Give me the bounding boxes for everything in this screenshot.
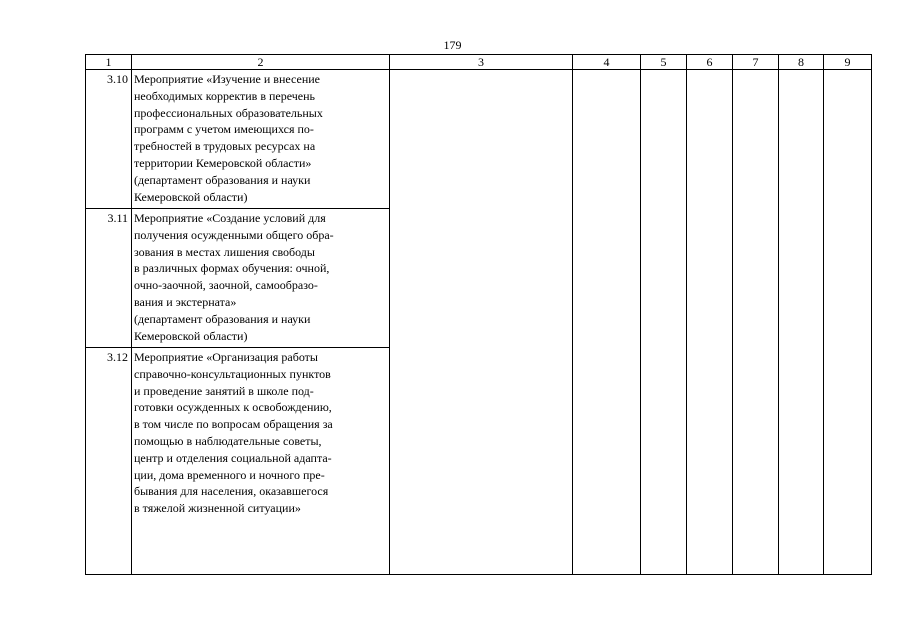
description-line: требностей в трудовых ресурсах на xyxy=(134,139,316,154)
description-line: программ с учетом имеющихся по- xyxy=(134,122,314,137)
header-row xyxy=(86,55,872,70)
description-line: очно-заочной, заочной, самообразо- xyxy=(134,278,318,293)
description-line: Кемеровской области) xyxy=(134,328,248,343)
column-3-cell xyxy=(390,70,573,575)
description-line: в тяжелой жизненной ситуации» xyxy=(134,501,301,516)
description-line: ции, дома временного и ночного пре- xyxy=(134,467,325,482)
description-line: в различных формах обучения: очной, xyxy=(134,261,330,276)
column-header-7: 7 xyxy=(733,55,779,70)
row-number: 3.10 xyxy=(86,70,132,209)
column-header-8: 8 xyxy=(779,55,824,70)
description-line: территории Кемеровской области» xyxy=(134,155,312,170)
description-line: вания и экстерната» xyxy=(134,294,237,309)
description-line: профессиональных образовательных xyxy=(134,105,323,120)
description-line: готовки осужденных к освобождению, xyxy=(134,400,332,415)
description-line: Мероприятие «Изучение и внесение xyxy=(134,72,320,86)
description-line: зования в местах лишения свободы xyxy=(134,244,315,259)
description-line: Кемеровской области) xyxy=(134,189,248,204)
measures-table xyxy=(85,54,872,575)
description-line: центр и отделения социальной адапта- xyxy=(134,450,332,465)
description-line: Мероприятие «Организация работы xyxy=(134,350,318,364)
column-header-5: 5 xyxy=(641,55,687,70)
row-number: 3.12 xyxy=(86,348,132,575)
column-8-cell xyxy=(779,70,824,575)
description-line: и проведение занятий в школе под- xyxy=(134,383,314,398)
description-line: (департамент образования и науки xyxy=(134,311,311,326)
column-header-4: 4 xyxy=(573,55,641,70)
column-header-2: 2 xyxy=(132,55,390,70)
table-row xyxy=(86,70,872,209)
column-7-cell xyxy=(733,70,779,575)
page-number: 179 xyxy=(443,38,462,52)
description-line: в том числе по вопросам обращения за xyxy=(134,417,333,432)
column-5-cell xyxy=(641,70,687,575)
column-header-6: 6 xyxy=(687,55,733,70)
column-header-3: 3 xyxy=(390,55,573,70)
measure-description xyxy=(132,348,390,575)
column-header-1: 1 xyxy=(86,55,132,70)
description-line: Мероприятие «Создание условий для xyxy=(134,211,326,225)
description-line: помощью в наблюдательные советы, xyxy=(134,433,322,448)
column-6-cell xyxy=(687,70,733,575)
column-9-cell xyxy=(824,70,872,575)
measure-description xyxy=(132,70,390,209)
column-header-9: 9 xyxy=(824,55,872,70)
column-4-cell xyxy=(573,70,641,575)
measure-description xyxy=(132,209,390,348)
description-line: необходимых корректив в перечень xyxy=(134,88,316,103)
description-line: (департамент образования и науки xyxy=(134,172,311,187)
description-line: справочно-консультационных пунктов xyxy=(134,366,331,381)
description-line: бывания для населения, оказавшегося xyxy=(134,484,329,499)
row-number: 3.11 xyxy=(86,209,132,348)
description-line: получения осужденными общего обра- xyxy=(134,227,334,242)
